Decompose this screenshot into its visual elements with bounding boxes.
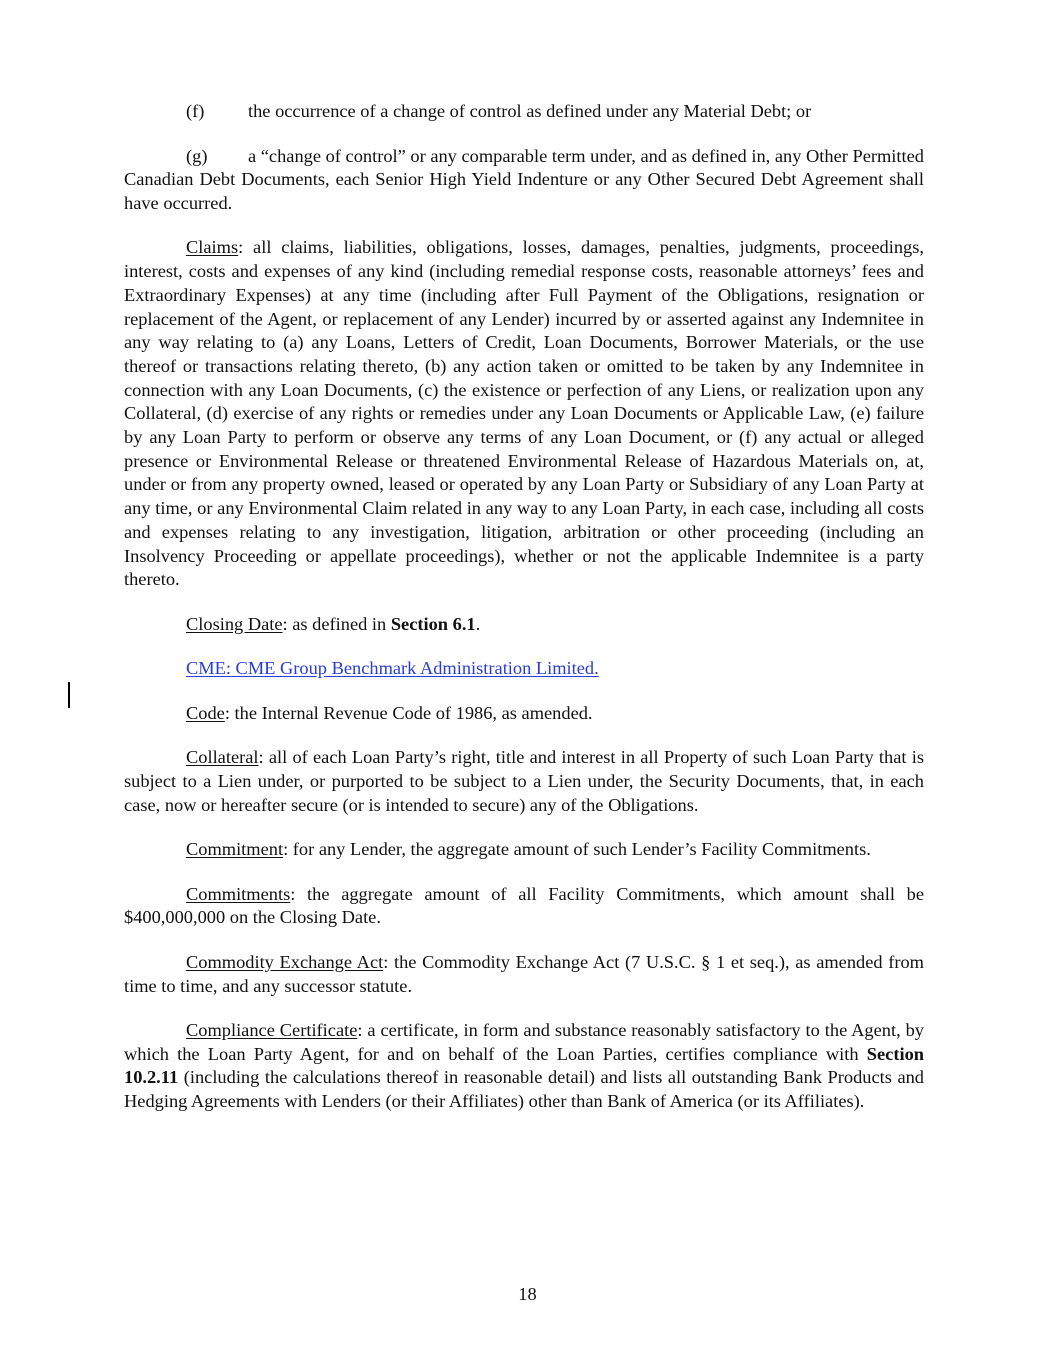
definition-compliance-certificate (124, 1019, 924, 1114)
definition-text: : the Internal Revenue Code of 1986, as amended. (224, 702, 593, 723)
definition-code (124, 702, 924, 726)
defined-term: Claims (186, 237, 239, 258)
list-item-f (124, 100, 924, 124)
defined-term: Closing Date (186, 613, 283, 634)
revision-change-bar (68, 682, 70, 708)
definition-cme (124, 657, 924, 681)
definition-text: : all claims, liabilities, obligations, losses, damages, penalties, judgments, proceedings, interest, costs and expenses of any kind (including remedial response costs, reasonable attorneys’ fees and Extraordinary Expenses) at any time (including after Full Payment of the Obligations, resignation or replacement of the Agent, or replacement of any Lender) incurred by or asserted against any Indemnitee in any way relating to (a) any Loans, Letters of Credit, Loan Documents, Borrower Materials, or the use thereof or transactions relating thereto, (b) any action taken or omitted to be taken by any Indemnitee in connection with any Loan Documents, (c) the existence or perfection of any Liens, or realization upon any Collateral, (d) exercise of any rights or remedies under any Loan Documents or Applicable Law, (e) failure by any Loan Party to perform or observe any terms of any Loan Document, or (f) any actual or alleged presence or Environmental Release or threatened Environmental Release of Hazardous Materials on, at, under or from any property owned, leased or operated by any Loan Party or Subsidiary of any Loan Party at any time, or any Environmental Claim related in any way to any Loan Party, in each case, including all costs and expenses relating to any investigation, litigation, arbitration or other proceeding (including an Insolvency Proceeding or appellate proceedings), whether or not the applicable Indemnitee is a party thereto. (124, 237, 924, 590)
section-reference: Section 10.2.11 (124, 1043, 924, 1088)
definition-text: : as defined in (282, 613, 391, 634)
definition-text-end: (including the calculations thereof in reasonable detail) and lists all outstanding Bank Products and Hedging Agreements with Lenders (or their Affiliates) other than Bank of America (or its Affiliates). (124, 1067, 924, 1112)
page-number: 18 (518, 1284, 537, 1304)
cme-inserted-link[interactable]: CME: CME Group Benchmark Administration Limited. (186, 658, 599, 679)
definition-text: : the Commodity Exchange Act (7 U.S.C. § 1 et seq.), as amended from time to time, and any successor statute. (124, 951, 924, 996)
defined-term: Compliance Certificate (186, 1020, 358, 1041)
defined-term: Collateral (186, 747, 259, 768)
definition-text: : for any Lender, the aggregate amount of such Lender’s Facility Commitments. (283, 839, 871, 860)
list-item-text: the occurrence of a change of control as defined under any Material Debt; or (248, 101, 812, 121)
list-item-g (124, 145, 924, 216)
definition-text: : the aggregate amount of all Facility Commitments, which amount shall be $400,000,000 on the Closing Date. (124, 883, 924, 928)
definition-commitments (124, 883, 924, 930)
defined-term: Commitments (186, 883, 291, 904)
definition-text: : a certificate, in form and substance reasonably satisfactory to the Agent, by which the Loan Party Agent, for and on behalf of the Loan Parties, certifies compliance with (124, 1020, 924, 1064)
definition-collateral (124, 746, 924, 817)
list-marker: (f) (186, 101, 205, 121)
definition-closing-date (124, 613, 924, 637)
definition-commodity-exchange-act (124, 951, 924, 998)
definition-text-end: . (475, 613, 481, 634)
definition-claims (124, 236, 924, 592)
definition-text: : all of each Loan Party’s right, title and interest in all Property of such Loan Party that is subject to a Lien under, or purported to be subject to a Lien under, the Security Documents, that, in each case, now or hereafter secure (or is intended to secure) any of the Obligations. (124, 747, 924, 815)
defined-term: Commodity Exchange Act (186, 951, 384, 972)
definition-commitment (124, 838, 924, 862)
list-item-text: a “change of control” or any comparable term under, and as defined in, any Other Permitted Canadian Debt Documents, each Senior High Yield Indenture or any Other Secured Debt Agreement shall have occurred. (124, 145, 924, 213)
list-marker: (g) (186, 145, 208, 166)
document-page-body (124, 100, 924, 1135)
section-reference: Section 6.1 (390, 613, 476, 634)
defined-term: Code (186, 702, 225, 723)
defined-term: Commitment (186, 839, 284, 860)
